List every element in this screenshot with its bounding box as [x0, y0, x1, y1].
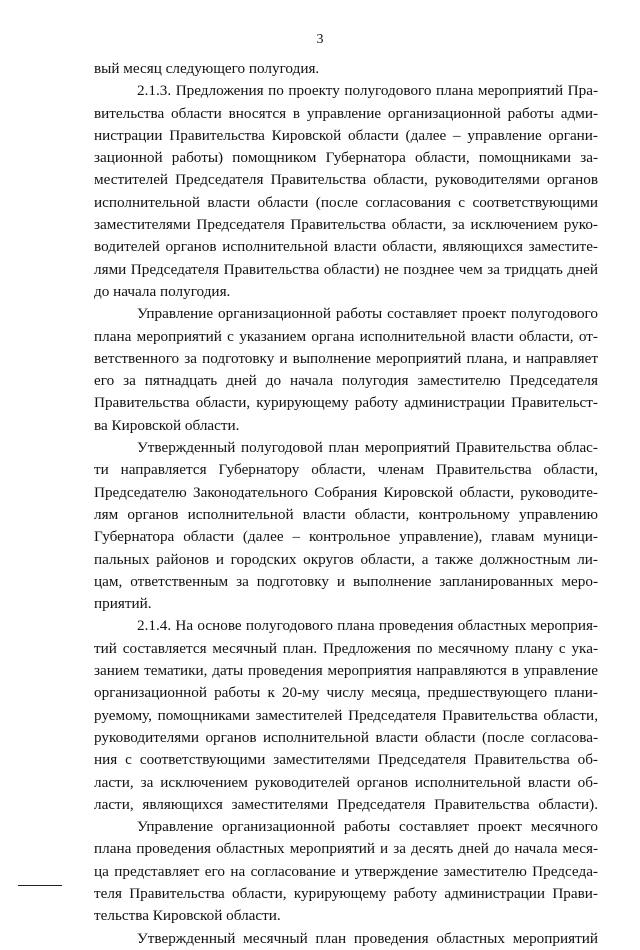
text-line: водителей органов исполнительной власти области, являющихся заместите-	[94, 238, 598, 256]
text-line: Управление организационной работы составляет проект полугодового	[137, 305, 598, 323]
text-line: 2.1.4. На основе полугодового плана проведения областных мероприя-	[137, 617, 598, 635]
text-line: занием тематики, даты проведения мероприятия направляются в управление	[94, 662, 598, 680]
text-line: ва Кировской области.	[94, 416, 240, 434]
document-body	[94, 58, 598, 950]
text-line: вительства области вносятся в управление организационной работы адми-	[94, 104, 598, 122]
text-line: вый месяц следующего полугодия.	[94, 60, 320, 77]
text-line: заместителями Председателя Правительства области, за исключением руко-	[94, 216, 598, 234]
text-line: тий составляется месячный план. Предложения по месячному плану с ука-	[94, 639, 598, 657]
text-line: местителей Председателя Правительства области, руководителями органов	[94, 171, 598, 189]
text-line: организационной работы к 20-му числу месяца, предшествующего плани-	[94, 684, 598, 702]
text-line: его за пятнадцать дней до начала полугодия заместителю Председателя	[94, 372, 598, 390]
text-line: теля Правительства области, курирующему работу администрации Прави-	[94, 884, 598, 902]
text-line: Утвержденный месячный план проведения областных мероприятий	[137, 929, 598, 947]
text-line: плана мероприятий с указанием органа исполнительной власти области, от-	[94, 327, 598, 345]
text-line: ласти, являющихся заместителями Председателя Правительства области).	[94, 795, 598, 813]
text-line: пальных районов и городских округов области, а также должностным ли-	[94, 550, 598, 568]
text-line: руководителями органов исполнительной власти области (после согласова-	[94, 728, 598, 746]
text-line: ветственного за подготовку и выполнение мероприятий плана, и направляет	[94, 349, 598, 367]
text-line: ца представляет его на согласование и утверждение заместителю Председа-	[94, 862, 598, 880]
text-line: Правительства области, курирующему работу администрации Правительст-	[94, 394, 598, 412]
text-line: Губернатора области (далее – контрольное управление), главам муници-	[94, 528, 598, 546]
text-line: цам, ответственным за подготовку и выполнение запланированных меро-	[94, 572, 598, 590]
text-line: 2.1.3. Предложения по проекту полугодового плана мероприятий Пра-	[137, 82, 598, 100]
text-line: исполнительной власти области (после согласования с соответствующими	[94, 193, 598, 211]
text-line: лями Председателя Правительства области) не позднее чем за тридцать дней	[94, 260, 598, 278]
text-line: ния с соответствующими заместителями Председателя Правительства об-	[94, 751, 598, 769]
text-line: плана проведения областных мероприятий и за десять дней до начала меся-	[94, 840, 598, 858]
text-line: зационной работы) помощником Губернатора области, помощниками за-	[94, 149, 598, 167]
footnote-rule	[18, 885, 62, 886]
text-line: тельства Кировской области.	[94, 907, 281, 925]
text-line: нистрации Правительства Кировской области (далее – управление органи-	[94, 126, 598, 144]
text-line: до начала полугодия.	[94, 282, 231, 300]
page-number: 3	[316, 32, 324, 47]
text-line: ласти, за исключением руководителей органов исполнительной власти об-	[94, 773, 598, 791]
text-line: Председателю Законодательного Собрания Кировской области, руководите-	[94, 483, 598, 501]
text-line: лям органов исполнительной власти области, контрольному управлению	[94, 505, 598, 523]
text-line: руемому, помощниками заместителей Председателя Правительства области,	[94, 706, 598, 724]
text-line: приятий.	[94, 595, 152, 613]
text-line: Управление организационной работы составляет проект месячного	[137, 818, 598, 836]
text-line: Утвержденный полугодовой план мероприятий Правительства облас-	[137, 439, 598, 457]
text-line: ти направляется Губернатору области, членам Правительства области,	[94, 461, 598, 479]
